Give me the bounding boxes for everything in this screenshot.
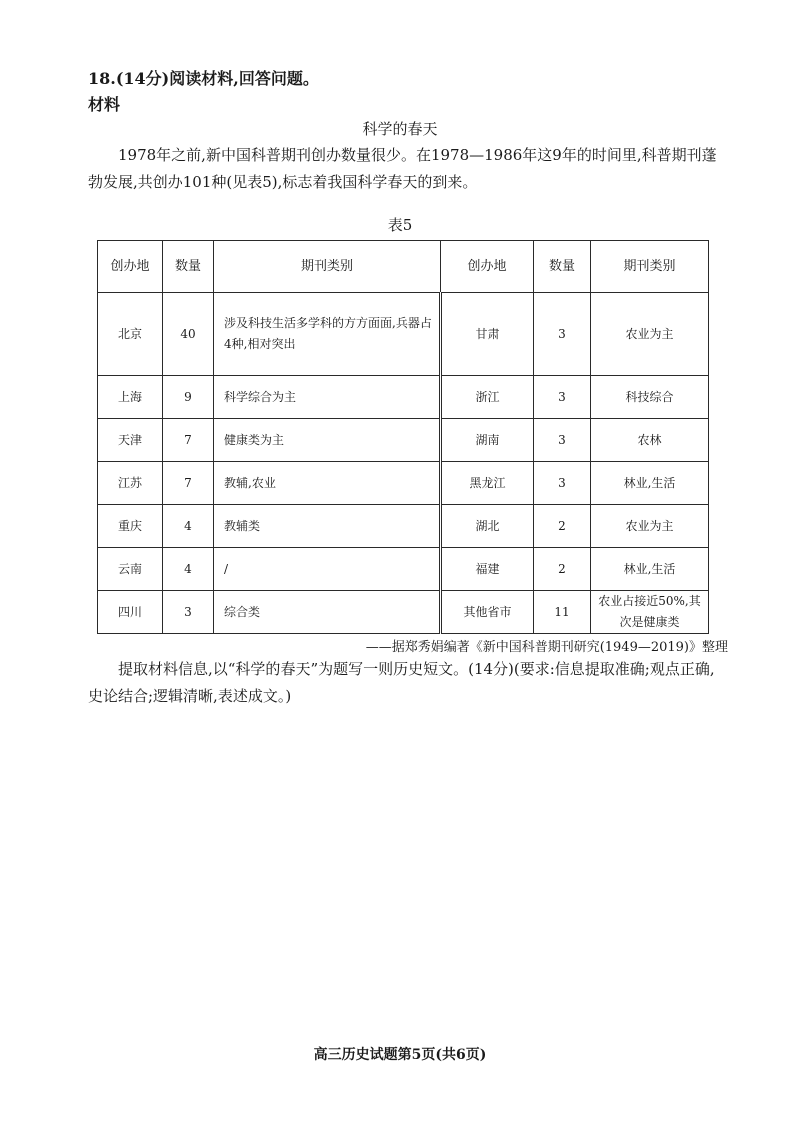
cell-count: 4 (163, 505, 214, 548)
header-count-2: 数量 (534, 241, 591, 293)
cell-location: 云南 (98, 548, 163, 591)
cell-location-2: 浙江 (441, 376, 534, 419)
header-location-2: 创办地 (441, 241, 534, 293)
header-count: 数量 (163, 241, 214, 293)
cell-count-2: 2 (534, 548, 591, 591)
cell-location: 上海 (98, 376, 163, 419)
cell-category: 综合类 (214, 591, 441, 634)
cell-count-2: 3 (534, 376, 591, 419)
page-footer: 高三历史试题第5页(共6页) (313, 1047, 487, 1063)
cell-location-2: 黑龙江 (441, 462, 534, 505)
cell-count: 7 (163, 462, 214, 505)
cell-category: 涉及科技生活多学科的方方面面,兵器占4种,相对突出 (214, 293, 441, 376)
task-instruction: 提取材料信息,以“科学的春天”为题写一则历史短文。(14分)(要求:信息提取准确;观点正确,史论结合;逻辑清晰,表述成文。) (88, 660, 715, 705)
cell-category: / (214, 548, 441, 591)
table-row (98, 548, 709, 591)
header-category: 期刊类别 (214, 241, 441, 293)
table-row (98, 293, 709, 376)
cell-category-2: 农林 (591, 419, 709, 462)
cell-count-2: 3 (534, 293, 591, 376)
journals-table (97, 240, 709, 634)
cell-count-2: 2 (534, 505, 591, 548)
cell-category-2: 农业为主 (591, 505, 709, 548)
cell-count: 9 (163, 376, 214, 419)
cell-location-2: 福建 (441, 548, 534, 591)
cell-location: 北京 (98, 293, 163, 376)
table-header-row (98, 241, 709, 293)
table-row (98, 376, 709, 419)
cell-category-2: 林业,生活 (591, 548, 709, 591)
question-title: 18.(14分)阅读材料,回答问题。 (88, 69, 319, 88)
cell-category: 教辅类 (214, 505, 441, 548)
cell-count: 3 (163, 591, 214, 634)
cell-count-2: 11 (534, 591, 591, 634)
cell-location-2: 甘肃 (441, 293, 534, 376)
cell-count: 4 (163, 548, 214, 591)
cell-count: 40 (163, 293, 214, 376)
table-row (98, 505, 709, 548)
cell-category-2: 林业,生活 (591, 462, 709, 505)
material-intro: 1978年之前,新中国科普期刊创办数量很少。在1978—1986年这9年的时间里,科普期刊蓬勃发展,共创办101种(见表5),标志着我国科学春天的到来。 (88, 146, 717, 191)
cell-count-2: 3 (534, 462, 591, 505)
table-row (98, 591, 709, 634)
table-row (98, 462, 709, 505)
cell-location: 四川 (98, 591, 163, 634)
cell-location: 重庆 (98, 505, 163, 548)
cell-location: 天津 (98, 419, 163, 462)
cell-location-2: 湖南 (441, 419, 534, 462)
table-row (98, 419, 709, 462)
cell-location-2: 湖北 (441, 505, 534, 548)
cell-location-2: 其他省市 (441, 591, 534, 634)
cell-location: 江苏 (98, 462, 163, 505)
header-location: 创办地 (98, 241, 163, 293)
cell-category-2: 农业为主 (591, 293, 709, 376)
cell-category-2: 农业占接近50%,其次是健康类 (591, 591, 709, 634)
cell-category-2: 科技综合 (591, 376, 709, 419)
cell-category: 教辅,农业 (214, 462, 441, 505)
cell-category: 健康类为主 (214, 419, 441, 462)
cell-count-2: 3 (534, 419, 591, 462)
cell-count: 7 (163, 419, 214, 462)
table-source: ——据郑秀娟编著《新中国科普期刊研究(1949—2019)》整理 (365, 640, 728, 655)
table-caption: 表5 (387, 216, 413, 234)
cell-category: 科学综合为主 (214, 376, 441, 419)
header-category-2: 期刊类别 (591, 241, 709, 293)
material-heading: 科学的春天 (362, 120, 438, 138)
material-label: 材料 (88, 95, 121, 114)
